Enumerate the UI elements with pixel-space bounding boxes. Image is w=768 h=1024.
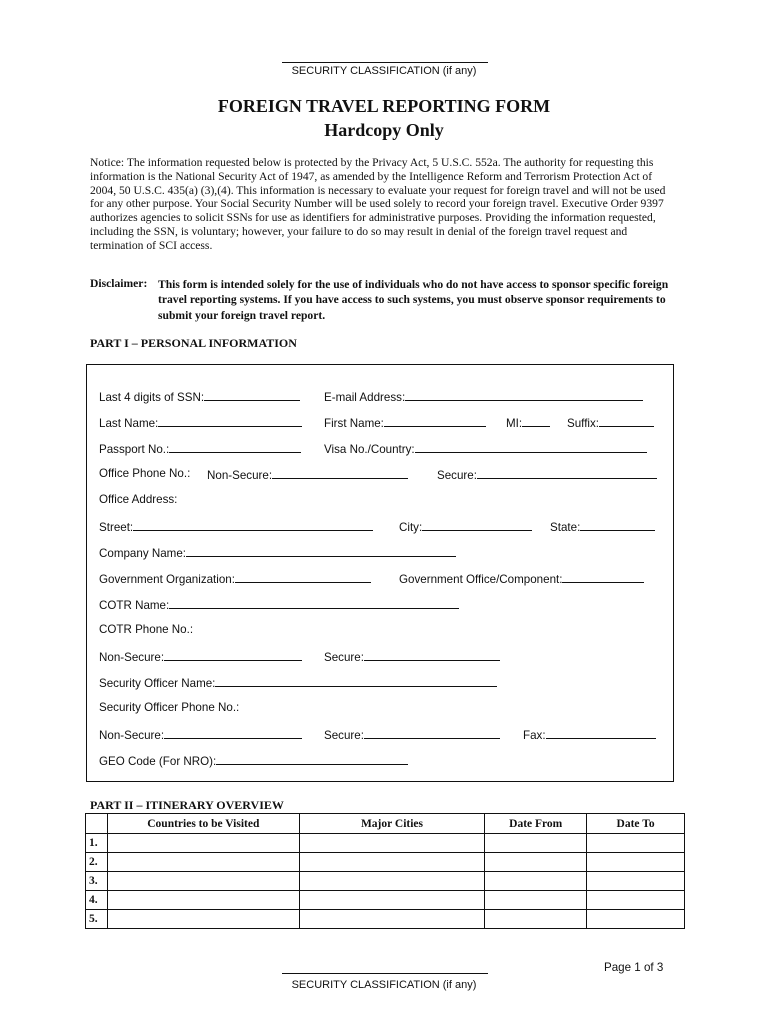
table-row <box>86 834 685 853</box>
countries-cell[interactable] <box>107 872 299 891</box>
row-number: 2. <box>86 853 108 872</box>
mi-field[interactable]: MI: <box>506 415 550 430</box>
privacy-notice: Notice: The information requested below is protected by the Privacy Act, 5 U.S.C. 552a. The authority for requesting this information is the National Security Act of 1947, as amended by the Intelligence Reform and Terrorism Protection Act of 2004, 50 U.S.C. 435(a) (3),(4). This information is necessary to evaluate your request for foreign travel and will not be used for any other purpose. Your Social Security Number will be used solely to record your foreign travel. Executive Order 9397 authorizes agencies to solicit SSNs for use as identifiers for administrative purposes. Providing the information requested, including the SSN, is voluntary; however, your failure to do so may result in denial of the foreign travel request and termination of SCI access. <box>90 156 666 252</box>
first-name-field[interactable]: First Name: <box>324 415 486 430</box>
countries-cell[interactable] <box>107 853 299 872</box>
column-header-date-to: Date To <box>587 814 685 834</box>
header-classification-line <box>282 62 488 63</box>
table-row <box>86 853 685 872</box>
ssn-field[interactable]: Last 4 digits of SSN: <box>99 389 300 404</box>
date-to-cell[interactable] <box>587 853 685 872</box>
header-classification: SECURITY CLASSIFICATION (if any) <box>291 65 477 77</box>
part2-heading: PART II – ITINERARY OVERVIEW <box>90 798 284 812</box>
countries-cell[interactable] <box>107 891 299 910</box>
date-from-cell[interactable] <box>485 910 587 929</box>
geo-code-field[interactable]: GEO Code (For NRO): <box>99 753 408 768</box>
cotr-secure-field[interactable]: Secure: <box>324 649 500 664</box>
date-to-cell[interactable] <box>587 910 685 929</box>
cities-cell[interactable] <box>299 910 485 929</box>
gov-org-field[interactable]: Government Organization: <box>99 571 371 586</box>
row-number: 1. <box>86 834 108 853</box>
row-number: 4. <box>86 891 108 910</box>
date-from-cell[interactable] <box>485 853 587 872</box>
street-field[interactable]: Street: <box>99 519 373 534</box>
so-fax-field[interactable]: Fax: <box>523 727 656 742</box>
office-address-label: Office Address: <box>99 493 178 506</box>
office-phone-secure-field[interactable]: Secure: <box>437 467 657 482</box>
column-header-countries: Countries to be Visited <box>107 814 299 834</box>
visa-field[interactable]: Visa No./Country: <box>324 441 647 456</box>
date-to-cell[interactable] <box>587 891 685 910</box>
row-number: 3. <box>86 872 108 891</box>
column-header-date-from: Date From <box>485 814 587 834</box>
suffix-field[interactable]: Suffix: <box>567 415 654 430</box>
disclaimer-text: This form is intended solely for the use of individuals who do not have access to sponsor specific foreign travel reporting systems. If you have access to such systems, you must observe sponsor requirements to submit your foreign travel report. <box>158 278 669 322</box>
page-number: Page 1 of 3 <box>604 961 664 974</box>
table-row <box>86 910 685 929</box>
footer-classification: SECURITY CLASSIFICATION (if any) <box>291 979 477 991</box>
cities-cell[interactable] <box>299 853 485 872</box>
company-name-field[interactable]: Company Name: <box>99 545 456 560</box>
cities-cell[interactable] <box>299 834 485 853</box>
table-row <box>86 891 685 910</box>
form-title: FOREIGN TRAVEL REPORTING FORM <box>217 96 551 116</box>
email-field[interactable]: E-mail Address: <box>324 389 643 404</box>
city-field[interactable]: City: <box>399 519 532 534</box>
date-to-cell[interactable] <box>587 872 685 891</box>
column-header-cities: Major Cities <box>299 814 485 834</box>
row-number: 5. <box>86 910 108 929</box>
office-phone-label: Office Phone No.: <box>99 467 191 480</box>
so-nonsecure-field[interactable]: Non-Secure: <box>99 727 302 742</box>
footer-classification-line <box>282 973 488 974</box>
countries-cell[interactable] <box>107 910 299 929</box>
table-row <box>86 872 685 891</box>
so-secure-field[interactable]: Secure: <box>324 727 500 742</box>
security-officer-phone-label: Security Officer Phone No.: <box>99 701 240 714</box>
cities-cell[interactable] <box>299 891 485 910</box>
cotr-name-field[interactable]: COTR Name: <box>99 597 459 612</box>
disclaimer-label: Disclaimer: <box>90 277 148 290</box>
last-name-field[interactable]: Last Name: <box>99 415 302 430</box>
date-from-cell[interactable] <box>485 834 587 853</box>
cotr-nonsecure-field[interactable]: Non-Secure: <box>99 649 302 664</box>
passport-field[interactable]: Passport No.: <box>99 441 301 456</box>
date-from-cell[interactable] <box>485 891 587 910</box>
gov-office-field[interactable]: Government Office/Component: <box>399 571 644 586</box>
security-officer-name-field[interactable]: Security Officer Name: <box>99 675 497 690</box>
office-phone-nonsecure-field[interactable]: Non-Secure: <box>207 467 408 482</box>
cities-cell[interactable] <box>299 872 485 891</box>
countries-cell[interactable] <box>107 834 299 853</box>
date-to-cell[interactable] <box>587 834 685 853</box>
part1-heading: PART I – PERSONAL INFORMATION <box>90 336 297 350</box>
itinerary-header-row <box>86 814 685 834</box>
cotr-phone-label: COTR Phone No.: <box>99 623 194 636</box>
form-subtitle: Hardcopy Only <box>324 120 444 140</box>
date-from-cell[interactable] <box>485 872 587 891</box>
column-header-number <box>86 814 108 834</box>
state-field[interactable]: State: <box>550 519 655 534</box>
itinerary-table <box>85 813 685 929</box>
